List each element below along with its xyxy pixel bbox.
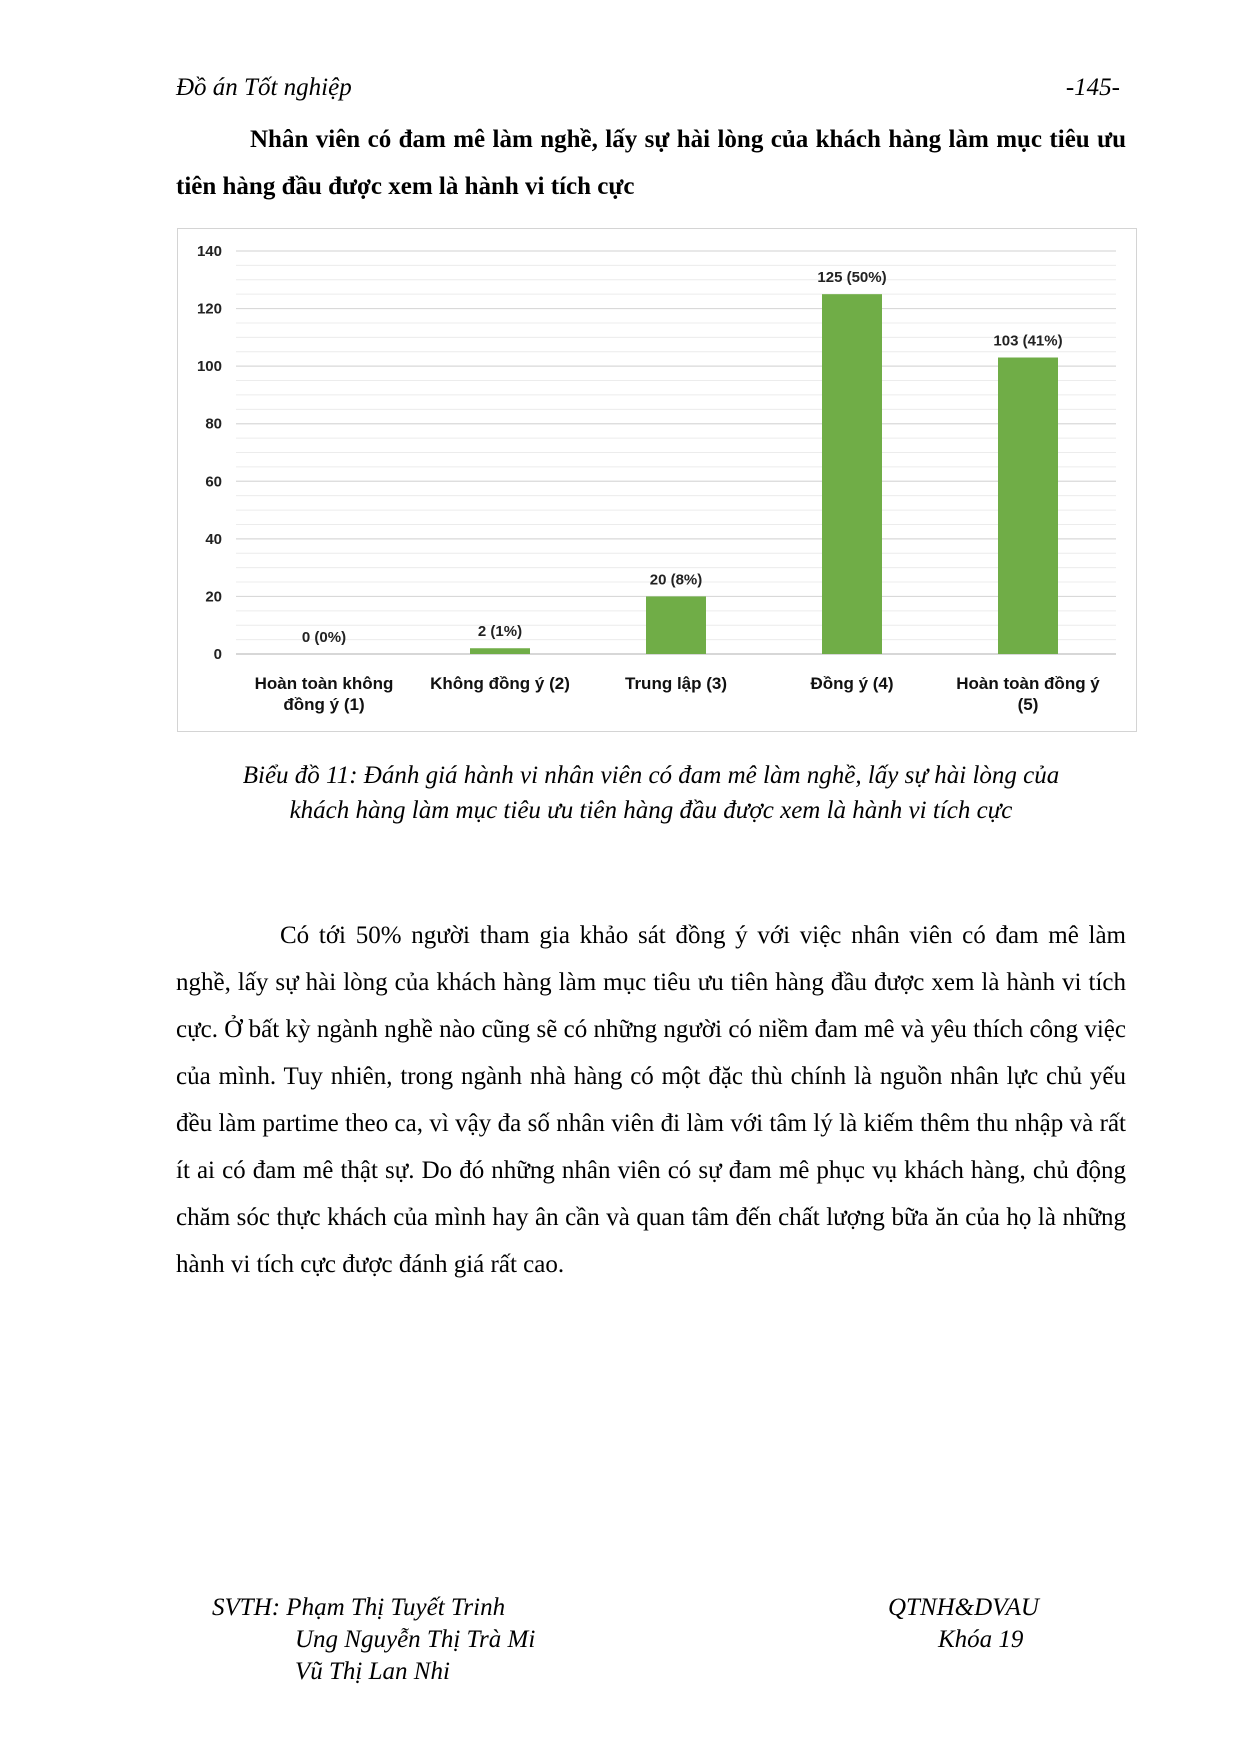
category-label: Hoàn toàn đồng ý [956, 674, 1100, 693]
y-tick-label: 0 [213, 646, 222, 663]
page-number: -145- [1065, 74, 1120, 101]
caption-line-2: khách hàng làm mục tiêu ưu tiên hàng đầu được xem là hành vi tích cực [289, 797, 1013, 824]
category-label: Đồng ý (4) [810, 674, 894, 693]
data-label: 125 (50%) [817, 269, 887, 287]
category-label: Trung lập (3) [625, 674, 727, 693]
y-tick-label: 120 [196, 300, 222, 318]
data-label: 20 (8%) [649, 571, 703, 589]
header-title: Đồ án Tốt nghiệp [176, 74, 352, 101]
y-tick-label: 100 [196, 358, 222, 376]
footer-students [212, 1592, 535, 1688]
cohort: Khóa 19 [938, 1626, 1024, 1653]
y-tick-label: 80 [205, 415, 222, 433]
category-label: Không đồng ý (2) [430, 674, 570, 693]
bar [998, 358, 1058, 654]
footer-program [888, 1592, 1039, 1656]
data-label: 2 (1%) [477, 623, 523, 641]
bar-chart-svg [178, 229, 1136, 731]
data-label: 0 (0%) [301, 629, 347, 646]
student-2: Ung Nguyễn Thị Trà Mi [295, 1626, 536, 1653]
bar-chart [177, 228, 1137, 732]
bar [646, 596, 706, 654]
data-label: 103 (41%) [993, 332, 1063, 350]
student-1: SVTH: Phạm Thị Tuyết Trinh [212, 1594, 506, 1621]
category-label: (5) [1017, 695, 1039, 714]
y-tick-label: 140 [196, 243, 222, 260]
bar [470, 648, 530, 654]
caption-line-1: Biểu đồ 11: Đánh giá hành vi nhân viên có đam mê làm nghề, lấy sự hài lòng của [242, 762, 1060, 789]
category-label: đồng ý (1) [283, 695, 365, 714]
y-tick-label: 20 [205, 588, 222, 606]
y-tick-label: 60 [205, 473, 222, 491]
y-tick-label: 40 [205, 530, 222, 548]
body-paragraph: Có tới 50% người tham gia khảo sát đồng ý với việc nhân viên có đam mê làm nghề, lấy sự hài lòng của khách hàng làm mục tiêu ưu tiên hàng đầu được xem là hành vi tích cực. Ở bất kỳ ngành nghề nào cũng sẽ có những người có niềm đam mê và yêu thích công việc của mình. Tuy nhiên, trong ngành nhà hàng có một đặc thù chính là nguồn nhân lực chủ yếu đều làm partime theo ca, vì vậy đa số nhân viên đi làm với tâm lý là kiếm thêm thu nhập và rất ít ai có đam mê thật sự. Do đó những nhân viên có sự đam mê phục vụ khách hàng, chủ động chăm sóc thực khách của mình hay ân cần và quan tâm đến chất lượng bữa ăn của họ là những hành vi tích cực được đánh giá rất cao. [176, 922, 1126, 1278]
figure-caption [176, 758, 1126, 828]
section-heading: Nhân viên có đam mê làm nghề, lấy sự hài lòng của khách hàng làm mục tiêu ưu tiên hàng đầu được xem là hành vi tích cực [176, 126, 1126, 200]
program-code: QTNH&DVAU [888, 1594, 1039, 1621]
bar [822, 294, 882, 654]
student-3: Vũ Thị Lan Nhi [295, 1658, 450, 1685]
category-label: Hoàn toàn không [254, 674, 394, 693]
